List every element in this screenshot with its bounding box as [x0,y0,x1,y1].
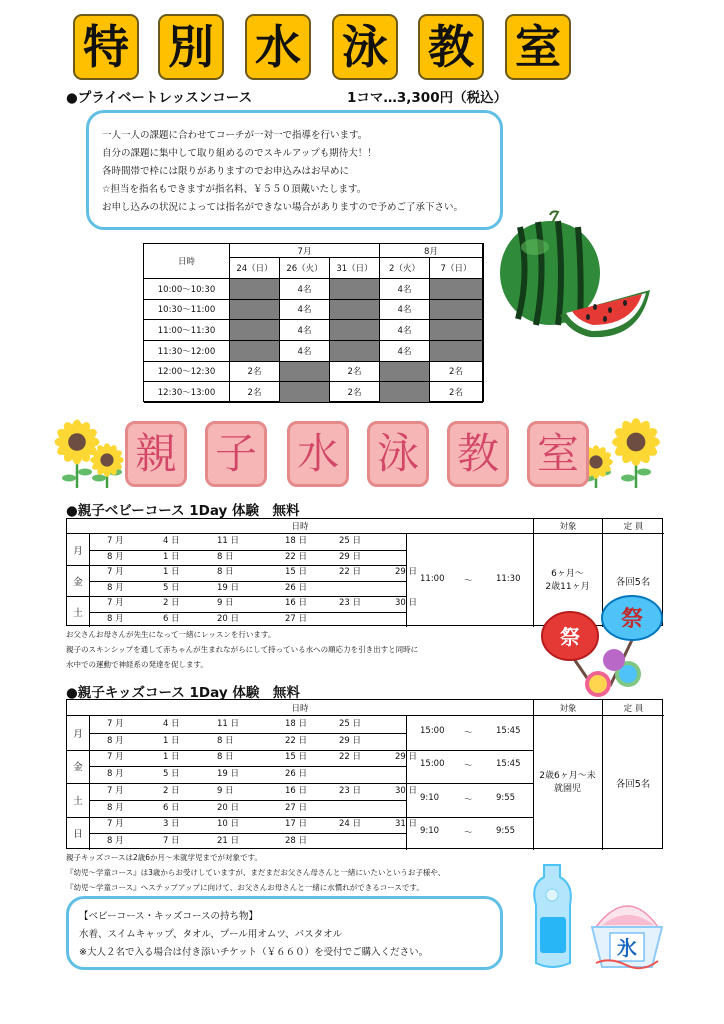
target-header: 対象 [533,519,602,534]
month-header: 8月 [380,244,483,258]
month-label: 8 月 [107,769,124,780]
date-value: 22 日 [339,752,362,763]
slot-cell: 4名 [280,279,330,300]
schedule-row [89,581,406,596]
table-corner: 日時 [144,244,230,279]
capacity-header: 定 員 [602,700,664,716]
date-value: 24 日 [339,819,362,830]
time-start: 11:00 [420,573,445,584]
target-age [533,716,602,850]
schedule-row [89,734,406,749]
month-label: 7 月 [107,752,124,763]
private-lesson-line: お申し込みの状況によっては指名ができない場合がありますので予めご了承下さい。 [102,202,464,213]
time-range [406,574,533,588]
slot-cell [230,279,280,300]
kids-course-heading: ●親子キッズコース 1Day 体験 無料 [66,685,300,701]
time-slot: 11:30～12:00 [144,341,230,362]
slot-cell [430,341,483,362]
items-line: 水着、スイムキャップ、タオル、プール用オムツ、バスタオル [79,929,343,940]
baby-note-line: お父さんお母さんが先生になって一緒にレッスンを行います。 [66,630,276,639]
month-label: 7 月 [107,598,124,609]
day-header: 7（日） [430,258,483,279]
date-value: 1 日 [163,735,180,746]
slot-cell: 2名 [330,382,380,403]
date-value: 25 日 [339,718,362,729]
month-label: 8 月 [107,582,124,593]
date-value: 8 日 [217,735,234,746]
slot-cell [230,300,280,321]
date-value: 15 日 [285,752,308,763]
time-range [406,726,533,740]
items-line: ※大人２名で入る場合は付き添いチケット（￥６６０）を受付でご購入ください。 [79,947,429,958]
kids-course-table [66,699,663,849]
slot-cell [330,279,380,300]
sunflower-right-icon [580,420,665,490]
month-header: 7月 [230,244,380,258]
date-value: 22 日 [285,735,308,746]
date-value: 5 日 [163,582,180,593]
date-value: 4 日 [163,536,180,547]
date-value: 20 日 [217,613,240,624]
baby-note-line: 水中での運動で神経系の発達を促します。 [66,660,208,669]
date-value: 22 日 [339,567,362,578]
time-end: 9:55 [496,792,516,803]
kids-note-line: 『幼児～学童コース』へステップアップに向けて、お父さんお母さんと一緒に水慣れができるコースです。 [66,883,424,892]
date-value: 29 日 [395,567,418,578]
ice-cup-text: 氷 [617,936,637,960]
date-value: 4 日 [163,718,180,729]
date-header: 日時 [67,519,533,534]
sunflower-left-icon [55,420,130,490]
slot-cell: 2名 [230,382,280,403]
time-range [406,826,533,840]
time-slot: 12:00～12:30 [144,362,230,383]
date-value: 8 日 [217,551,234,562]
capacity-value: 各回5名 [615,576,651,588]
schedule-row [89,612,406,627]
time-end: 9:55 [496,826,516,837]
title-char: 室 [505,14,571,80]
kids-note-line: 『幼児～学童コース』は3歳からお受けしていますが、まだまだお父さん母さんと一緒にいたいというお子様や、 [66,868,446,877]
private-lesson-heading: ●プライベートレッスンコース [66,90,253,106]
slot-cell [430,320,483,341]
month-label: 8 月 [107,836,124,847]
private-lesson-price: 1コマ…3,300円（税込） [347,90,508,106]
date-value: 19 日 [217,582,240,593]
day-header: 31（日） [330,258,380,279]
title-char: 泳 [332,14,398,80]
time-start: 15:00 [420,725,445,736]
slot-cell [380,382,430,403]
private-lesson-table [143,243,484,402]
slot-cell: 2名 [330,362,380,383]
date-value: 8 日 [217,567,234,578]
month-label: 7 月 [107,718,124,729]
time-slot: 10:00～10:30 [144,279,230,300]
fan-text-right: 祭 [620,607,644,632]
capacity-header: 定 員 [602,519,664,534]
slot-cell [330,320,380,341]
private-lesson-line: 一人一人の課題に合わせてコーチが一対一で指導を行います。 [102,130,368,141]
date-value: 22 日 [285,551,308,562]
time-slot: 12:30～13:00 [144,382,230,403]
schedule-row [89,801,406,816]
date-value: 16 日 [285,598,308,609]
slot-cell: 2名 [430,382,483,403]
slot-cell [330,300,380,321]
weekday-label: 月 [73,545,83,557]
day-header: 2（火） [380,258,430,279]
day-header: 26（火） [280,258,330,279]
ramune-shaved-ice-illustration [530,855,670,975]
date-value: 26 日 [285,582,308,593]
weekday-label: 日 [73,829,83,841]
time-separator: ～ [464,727,473,738]
schedule-row [89,767,406,782]
schedule-row [89,596,418,611]
target-age-line: 6ヶ月～ [551,568,584,579]
slot-cell [330,341,380,362]
title-char: 特 [73,14,139,80]
time-end: 15:45 [496,759,521,770]
schedule-row [89,550,406,565]
slot-cell: 4名 [280,341,330,362]
date-value: 19 日 [217,769,240,780]
family-title-char: 親 [125,421,187,487]
date-value: 1 日 [163,567,180,578]
title-char: 教 [418,14,484,80]
month-label: 7 月 [107,536,124,547]
date-value: 9 日 [217,785,234,796]
slot-cell [430,279,483,300]
schedule-row [89,834,406,849]
date-value: 10 日 [217,819,240,830]
month-label: 8 月 [107,735,124,746]
date-value: 30 日 [395,598,418,609]
time-range [406,793,533,807]
family-title-char: 子 [205,421,267,487]
target-age-line: 2歳11ヶ月 [545,581,590,592]
date-value: 8 日 [217,752,234,763]
date-value: 27 日 [285,613,308,624]
schedule-row [89,717,406,732]
date-value: 3 日 [163,819,180,830]
weekday-label: 金 [73,762,83,774]
date-value: 15 日 [285,567,308,578]
private-lesson-info-box [86,110,503,230]
time-range [406,759,533,773]
date-value: 25 日 [339,536,362,547]
schedule-row [89,565,418,580]
capacity-value: 各回5名 [615,779,651,790]
date-value: 28 日 [285,836,308,847]
baby-note-line: 親子のスキンシップを通して赤ちゃんが生まれながらにして持っている水への順応力を引き出すと同時に [66,645,419,654]
month-label: 7 月 [107,567,124,578]
date-value: 7 日 [163,836,180,847]
date-value: 1 日 [163,551,180,562]
slot-cell [230,341,280,362]
uchiwa-fans-illustration [540,596,670,696]
slot-cell: 4名 [380,300,430,321]
date-value: 2 日 [163,785,180,796]
time-slot: 11:00～11:30 [144,320,230,341]
slot-cell [280,362,330,383]
weekday-label: 金 [73,576,83,588]
family-title-char: 泳 [367,421,429,487]
private-lesson-line: 自分の課題に集中して取り組めるのでスキルアップも期待大！！ [102,148,377,159]
fan-text-left: 祭 [560,625,580,649]
items-line: 【ベビーコース・キッズコースの持ち物】 [79,911,258,922]
date-value: 30 日 [395,785,418,796]
target-age-line: 就園児 [553,784,581,794]
date-value: 6 日 [163,802,180,813]
date-value: 1 日 [163,752,180,763]
watermelon-illustration [500,215,655,345]
slot-cell [430,300,483,321]
date-value: 18 日 [285,536,308,547]
date-value: 2 日 [163,598,180,609]
date-value: 31 日 [395,819,418,830]
date-value: 5 日 [163,769,180,780]
target-header: 対象 [533,700,602,716]
schedule-row [89,817,418,832]
private-lesson-line: ☆担当を指名もできますが指名料、￥５５０頂戴いたします。 [102,184,367,195]
schedule-row [89,784,418,799]
slot-cell: 4名 [280,320,330,341]
time-end: 15:45 [496,725,521,736]
items-to-bring-box [66,896,503,970]
date-value: 17 日 [285,819,308,830]
kids-note-line: 親子キッズコースは2歳6か月～未就学児までが対象です。 [66,853,262,862]
month-label: 8 月 [107,551,124,562]
slot-cell [280,382,330,403]
date-value: 11 日 [217,536,240,547]
slot-cell: 2名 [230,362,280,383]
family-title-char: 教 [447,421,509,487]
weekday-label: 土 [73,795,83,807]
time-start: 9:10 [420,792,440,803]
date-value: 21 日 [217,836,240,847]
date-value: 26 日 [285,769,308,780]
time-start: 9:10 [420,826,440,837]
slot-cell [380,362,430,383]
date-value: 27 日 [285,802,308,813]
day-header: 24（日） [230,258,280,279]
title-char: 別 [158,14,224,80]
weekday-label: 土 [73,607,83,619]
date-value: 29 日 [339,735,362,746]
title-char: 水 [245,14,311,80]
slot-cell: 4名 [380,279,430,300]
date-value: 23 日 [339,785,362,796]
date-value: 29 日 [395,752,418,763]
date-value: 23 日 [339,598,362,609]
time-start: 15:00 [420,759,445,770]
date-value: 9 日 [217,598,234,609]
month-label: 7 月 [107,819,124,830]
baby-course-heading: ●親子ベビーコース 1Day 体験 無料 [66,503,300,519]
date-value: 29 日 [339,551,362,562]
date-value: 11 日 [217,718,240,729]
date-value: 20 日 [217,802,240,813]
private-lesson-line: 各時間帯で枠には限りがありますのでお申込みはお早めに [102,166,350,177]
date-value: 18 日 [285,718,308,729]
date-value: 16 日 [285,785,308,796]
schedule-row [89,534,406,549]
schedule-row [89,750,418,765]
family-title-char: 室 [527,421,589,487]
weekday-label: 月 [73,728,83,740]
time-separator: ～ [464,828,473,839]
time-separator: ～ [464,761,473,772]
time-separator: ～ [464,575,473,586]
month-label: 8 月 [107,802,124,813]
time-separator: ～ [464,794,473,805]
family-title-char: 水 [287,421,349,487]
slot-cell: 4名 [380,341,430,362]
slot-cell: 2名 [430,362,483,383]
date-value: 6 日 [163,613,180,624]
date-header: 日時 [67,700,533,716]
time-slot: 10:30～11:00 [144,300,230,321]
slot-cell: 4名 [380,320,430,341]
target-age-line: 2歳6ヶ月～未 [539,771,596,781]
month-label: 7 月 [107,785,124,796]
slot-cell: 4名 [280,300,330,321]
time-end: 11:30 [496,573,521,584]
slot-cell [230,320,280,341]
month-label: 8 月 [107,613,124,624]
